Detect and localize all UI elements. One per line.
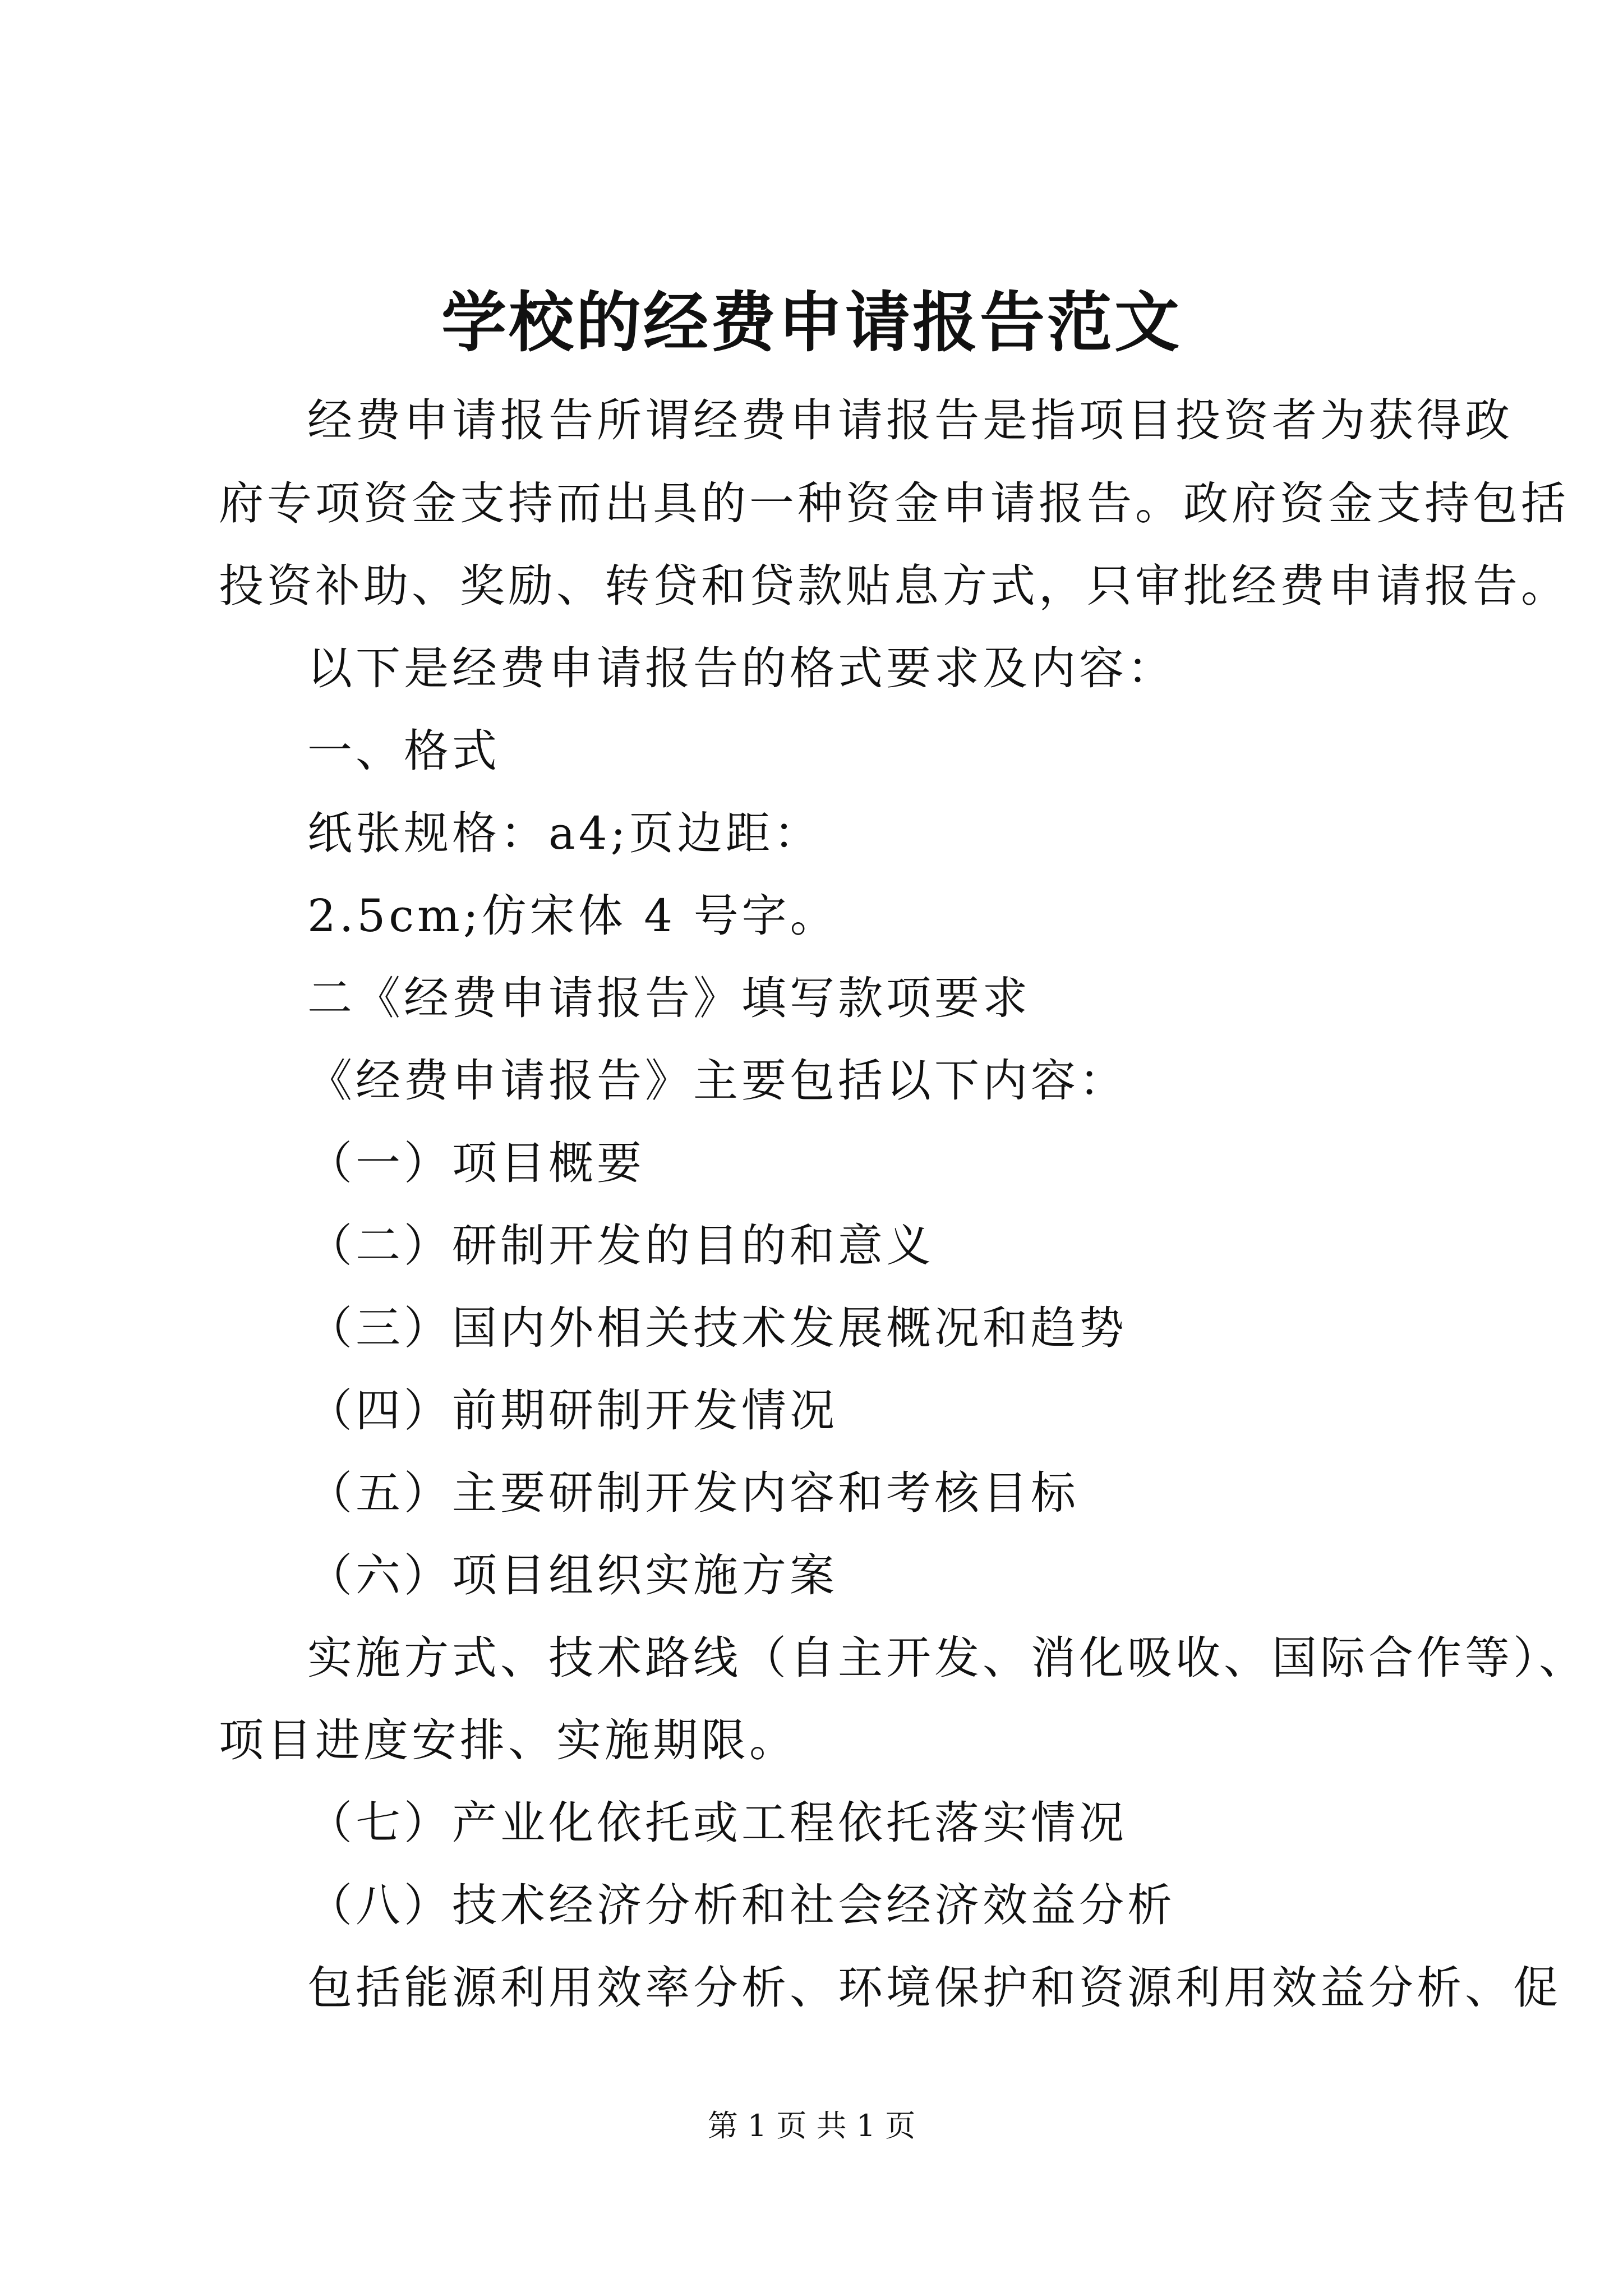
- page-title: 学校的经费申请报告范文: [441, 284, 1182, 361]
- paragraph-line: 项目进度安排、实施期限。: [219, 1714, 797, 1766]
- list-item: （二）研制开发的目的和意义: [307, 1220, 934, 1272]
- paragraph-line: 经费申请报告所谓经费申请报告是指项目投资者为获得政: [307, 394, 1513, 447]
- paragraph-line: 2.5cm;仿宋体 4 号字。: [307, 890, 838, 942]
- paragraph-line: 以下是经费申请报告的格式要求及内容：: [307, 642, 1175, 694]
- list-item: （四）前期研制开发情况: [307, 1384, 838, 1437]
- paragraph-line: 府专项资金支持而出具的一种资金申请报告。政府资金支持包括: [219, 477, 1569, 530]
- list-item: （三）国内外相关技术发展概况和趋势: [307, 1302, 1127, 1354]
- list-item: （七）产业化依托或工程依托落实情况: [307, 1797, 1127, 1849]
- paragraph-line: 纸张规格：a4;页边距：: [307, 807, 822, 859]
- paragraph-line: 包括能源利用效率分析、环境保护和资源利用效益分析、促: [307, 1962, 1561, 2014]
- list-item: （五）主要研制开发内容和考核目标: [307, 1467, 1079, 1519]
- list-item: （八）技术经济分析和社会经济效益分析: [307, 1879, 1175, 1931]
- page-footer: 第 1 页 共 1 页: [707, 2108, 916, 2143]
- section-heading: 二《经费申请报告》填写款项要求: [307, 972, 1031, 1024]
- list-item: （一）项目概要: [307, 1137, 645, 1189]
- paragraph-line: 投资补助、奖励、转贷和贷款贴息方式，只审批经费申请报告。: [219, 560, 1569, 612]
- paragraph-line: 实施方式、技术路线（自主开发、消化吸收、国际合作等）、: [307, 1632, 1587, 1684]
- list-item: （六）项目组织实施方案: [307, 1549, 838, 1602]
- section-heading: 一、格式: [307, 725, 500, 777]
- paragraph-line: 《经费申请报告》主要包括以下内容：: [307, 1055, 1127, 1107]
